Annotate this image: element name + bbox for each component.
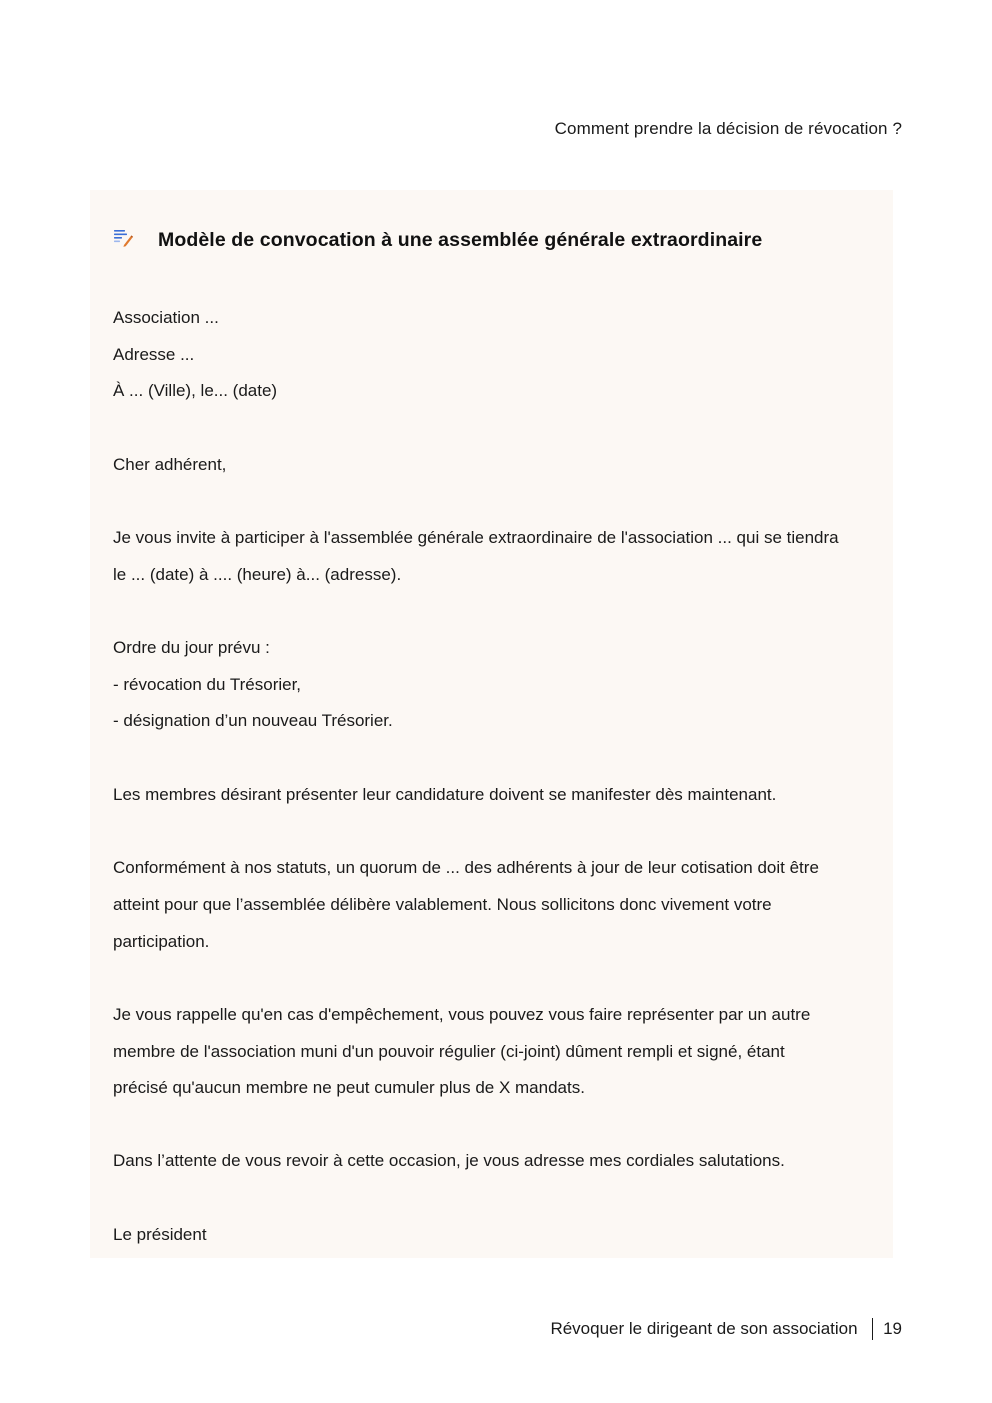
closing-paragraph: Dans l’attente de vous revoir à cette occasion, je vous adresse mes cordiales salutations.: [113, 1151, 785, 1170]
document-edit-icon: [112, 227, 134, 249]
salutation: Cher adhérent,: [113, 455, 227, 474]
page-number: 19: [883, 1319, 902, 1338]
agenda-item: - désignation d’un nouveau Trésorier.: [113, 711, 393, 730]
invitation-line: Je vous invite à participer à l'assemblée générale extraordinaire de l'association ... qui se tiendra: [113, 528, 839, 547]
proxy-line: précisé qu'aucun membre ne peut cumuler plus de X mandats.: [113, 1078, 585, 1097]
proxy-line: Je vous rappelle qu'en cas d'empêchement, vous pouvez vous faire représenter par un autre: [113, 1005, 811, 1024]
agenda-heading: Ordre du jour prévu :: [113, 638, 270, 657]
candidacy-paragraph: Les membres désirant présenter leur candidature doivent se manifester dès maintenant.: [113, 785, 777, 804]
sender-association: Association ...: [113, 308, 219, 327]
proxy-line: membre de l'association muni d'un pouvoir régulier (ci-joint) dûment rempli et signé, étant: [113, 1042, 785, 1061]
sender-place-date: À ... (Ville), le... (date): [113, 381, 278, 400]
sender-address: Adresse ...: [113, 345, 195, 364]
letter-template-box: [90, 190, 893, 1258]
footer-separator: [872, 1318, 874, 1340]
quorum-line: participation.: [113, 932, 210, 951]
signature: Le président: [113, 1225, 207, 1244]
running-header: Comment prendre la décision de révocation ?: [554, 119, 902, 138]
agenda-item: - révocation du Trésorier,: [113, 675, 302, 694]
page-footer: [550, 1318, 902, 1340]
invitation-line: le ... (date) à .... (heure) à... (adresse).: [113, 565, 402, 584]
template-title: Modèle de convocation à une assemblée générale extraordinaire: [158, 229, 763, 251]
template-title-row: [112, 229, 762, 252]
quorum-line: Conformément à nos statuts, un quorum de ... des adhérents à jour de leur cotisation doit être: [113, 858, 819, 877]
quorum-line: atteint pour que l’assemblée délibère valablement. Nous sollicitons donc vivement votre: [113, 895, 772, 914]
footer-document-title: Révoquer le dirigeant de son association: [550, 1319, 858, 1338]
